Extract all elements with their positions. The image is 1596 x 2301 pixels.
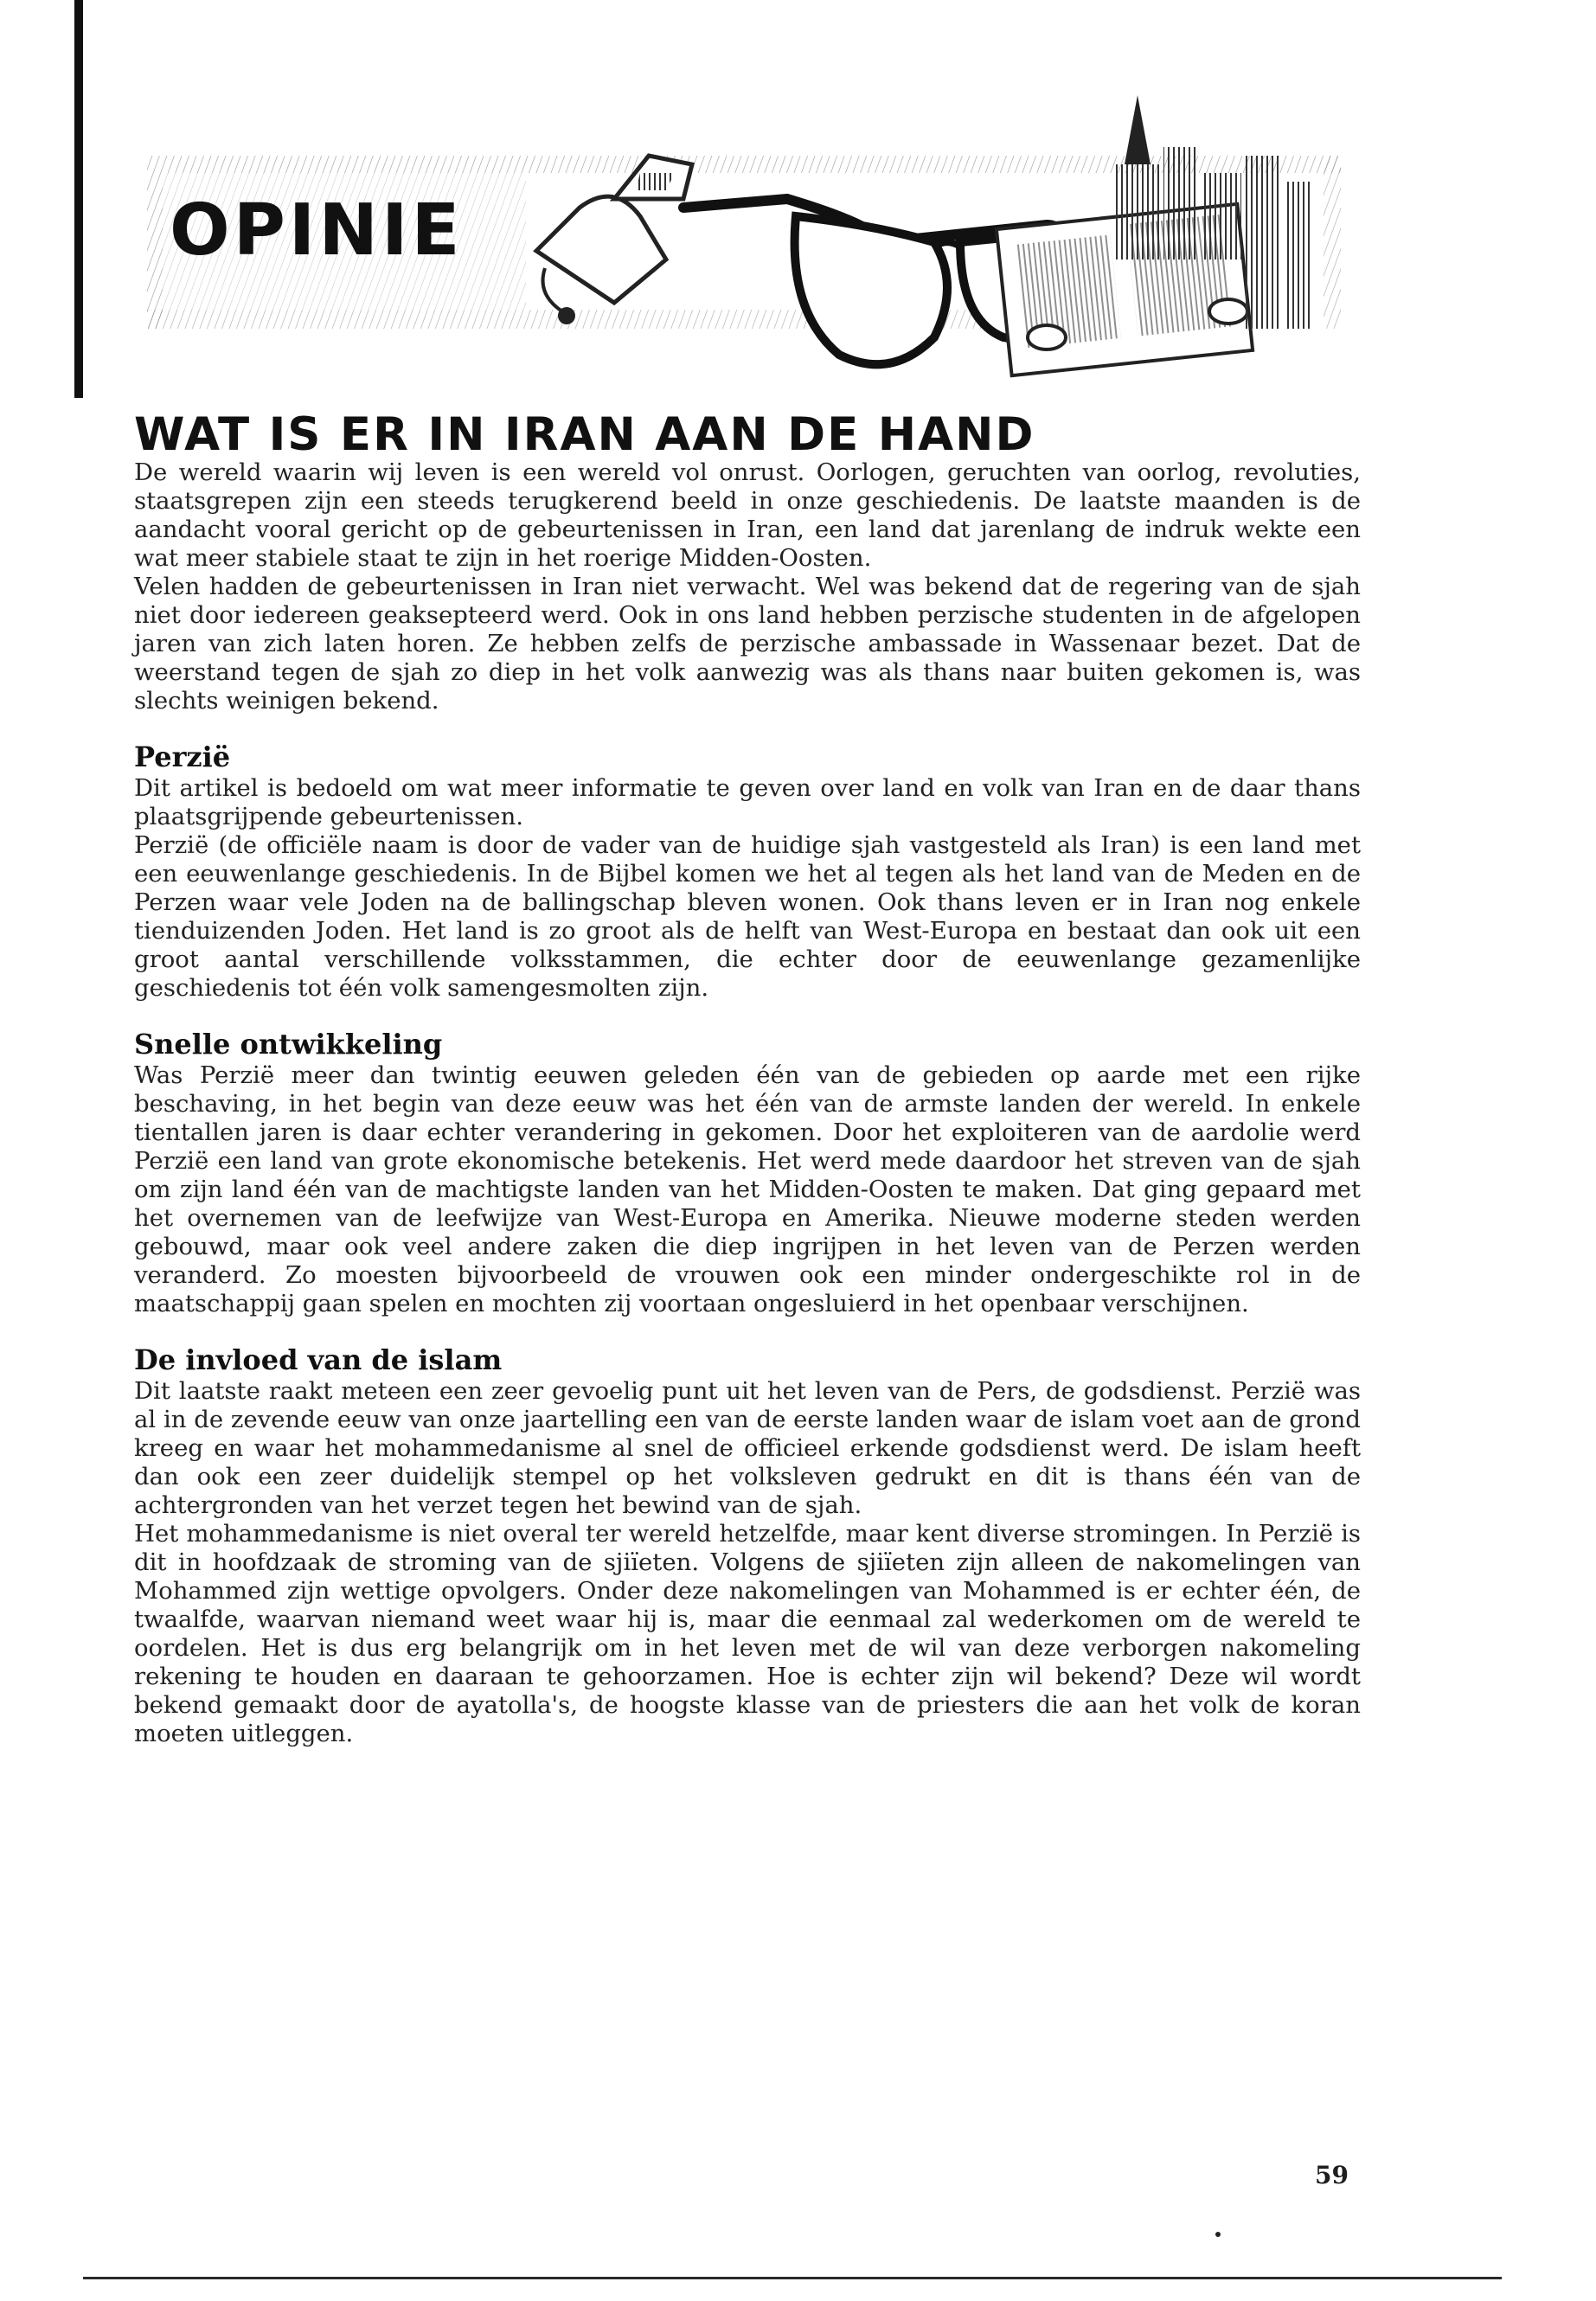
section-paragraph: Dit artikel is bedoeld om wat meer informatie te geven over land en volk van Iran en de daar thans plaatsgrijpende gebeurtenissen. (134, 774, 1361, 830)
decorative-dot (1215, 2232, 1221, 2237)
intro-paragraph: Velen hadden de gebeurtenissen in Iran niet verwacht. Wel was bekend dat de regering van de sjah niet door iedereen geaksepteerd werd. Ook in ons land hebben perzische studenten in de afgelopen jaren van zich laten horen. Ze hebben zelfs de perzische ambassade in Wassenaar bezet. Dat de weerstand tegen de sjah zo diep in het volk aanwezig was als thans naar buiten gekomen is, was slechts weinigen bekend. (134, 573, 1361, 715)
page-number: 59 (1315, 2161, 1349, 2189)
section-paragraph: Het mohammedanisme is niet overal ter wereld hetzelfde, maar kent diverse stromingen. In Perzië is dit in hoofdzaak de stroming van de sjiïeten. Volgens de sjiïeten zijn alleen de nakomelingen van Mohammed zijn wettige opvolgers. Onder deze nakomelingen van Mohammed is er echter één, de twaalfde, waarvan niemand weet waar hij is, maar die eenmaal zal wederkomen om de wereld te oordelen. Het is dus erg belangrijk om in het leven met de wil van deze verborgen nakomeling rekening te houden en daaraan te gehoorzamen. Hoe is echter zijn wil bekend? Deze wil wordt bekend gemaakt door de ayatolla's, de hoogste klasse van de priesters die aan het volk de koran moeten uitleggen. (134, 1520, 1361, 1747)
section-paragraph: Perzië (de officiële naam is door de vader van de huidige sjah vastgesteld als Iran) is een land met een eeuwenlange geschiedenis. In de Bijbel komen we het al tegen als het land van de Meden en de Perzen waar vele Joden na de ballingschap bleven wonen. Ook thans leven er in Iran nog enkele tienduizenden Joden. Het land is zo groot als de helft van West-Europa en bestaat dan ook uit een groot aantal verschillende volksstammen, die echter door de eeuwenlange gezamenlijke geschiedenis tot één volk samengesmolten zijn. (134, 831, 1361, 1002)
section-paragraph: Was Perzië meer dan twintig eeuwen geleden één van de gebieden op aarde met een rijke beschaving, in het begin van deze eeuw was het één van de armste landen der wereld. In enkele tientallen jaren is daar echter verandering in gekomen. Door het exploiteren van de aardolie werd Perzië een land van grote ekonomische betekenis. Het werd mede daardoor het streven van de sjah om zijn land één van de machtigste landen van het Midden-Oosten te maken. Dat ging gepaard met het overnemen van de leefwijze van West-Europa en Amerika. Nieuwe moderne steden werden gebouwd, maar ook veel andere zaken die diep ingrijpen in het leven van de Perzen werden veranderd. Zo moesten bijvoorbeeld de vrouwen ook een minder ondergeschikte rol in de maatschappij gaan spelen en mochten zij voortaan ongesluierd in het openbaar verschijnen. (134, 1061, 1361, 1317)
bottom-rule (83, 2277, 1502, 2279)
bell-icon (536, 156, 692, 324)
section-paragraph: Dit laatste raakt meteen een zeer gevoelig punt uit het leven van de Pers, de godsdienst. Perzië was al in de zevende eeuw van onze jaartelling een van de eerste landen waar de islam voet aan de grond kreeg en waar het mohammedanisme al snel de officieel erkende godsdienst werd. De islam heeft dan ook een zeer duidelijk stempel op het volksleven gedrukt en dit is thans één van de achtergronden van het verzet tegen het bewind van de sjah. (134, 1377, 1361, 1519)
section-heading-invloed-islam: De invloed van de islam (134, 1343, 503, 1376)
intro-paragraph: De wereld waarin wij leven is een wereld vol onrust. Oorlogen, geruchten van oorlog, revoluties, staatsgrepen zijn een steeds terugkerend beeld in onze geschiedenis. De laatste maanden is de aandacht vooral gericht op de gebeurtenissen in Iran, een land dat jarenlang de indruk wekte een wat meer stabiele staat te zijn in het roerige Midden-Oosten. (134, 458, 1361, 572)
banner-label: OPINIE (170, 189, 464, 272)
article-body (134, 458, 1361, 1748)
section-heading-snelle-ontwikkeling: Snelle ontwikkeling (134, 1028, 443, 1061)
article-title: WAT IS ER IN IRAN AAN DE HAND (134, 407, 1035, 461)
section-heading-perzie: Perzië (134, 740, 231, 773)
left-margin-bar (74, 0, 83, 398)
